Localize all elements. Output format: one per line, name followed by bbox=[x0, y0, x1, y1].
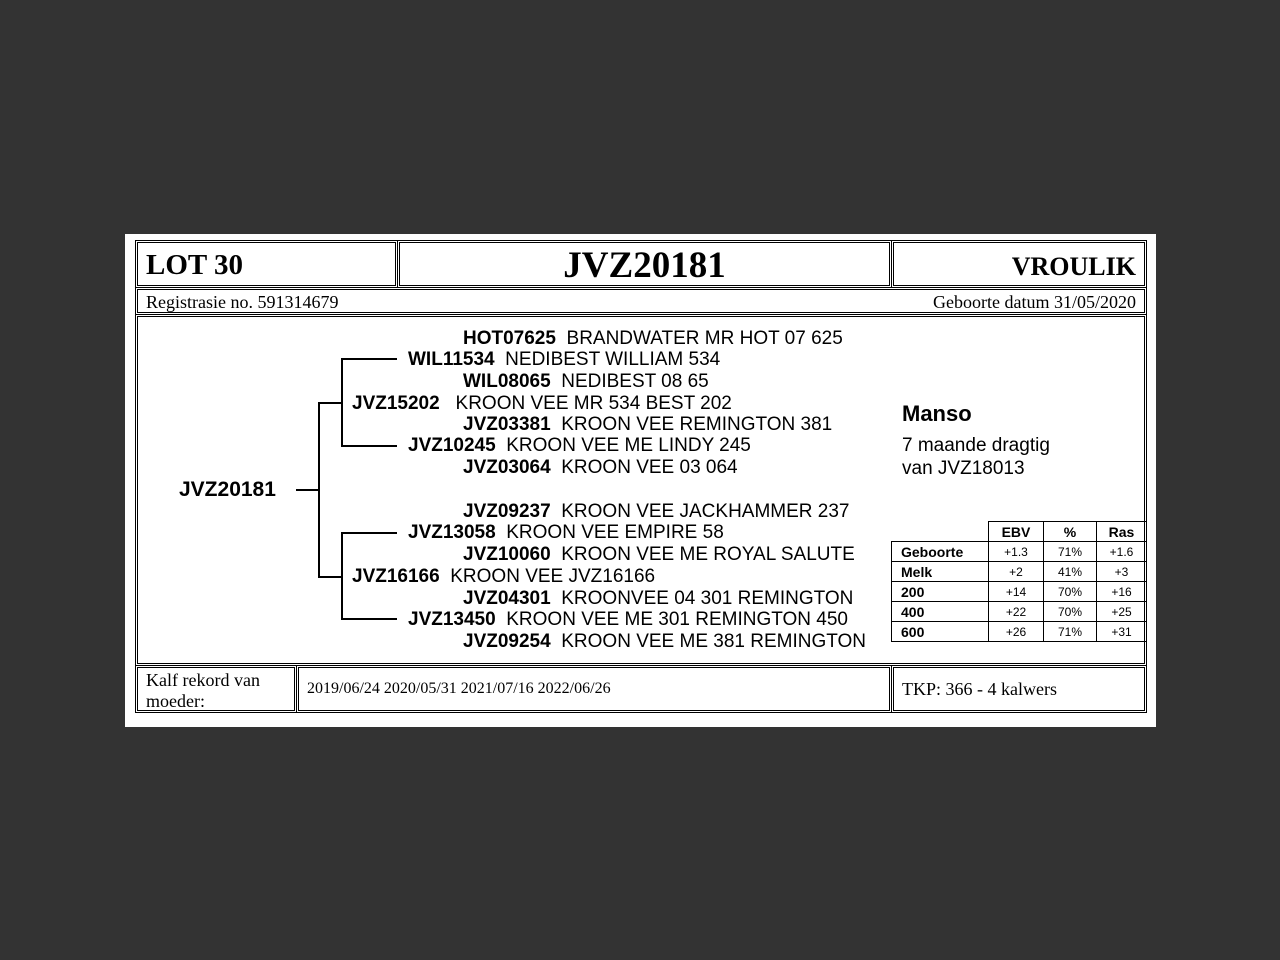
lot-card bbox=[125, 234, 1156, 727]
ebv-row-label: Geboorte bbox=[892, 542, 989, 562]
pedigree-line bbox=[341, 532, 343, 620]
animal-name: Manso bbox=[902, 401, 972, 426]
pedigree-ds: JVZ13058 KROON VEE EMPIRE 58 bbox=[408, 522, 724, 543]
ebv-row bbox=[892, 542, 1147, 562]
pedigree-ss: WIL11534 NEDIBEST WILLIAM 534 bbox=[408, 349, 721, 370]
calf-dates-box bbox=[296, 665, 892, 713]
ebv-accuracy: 71% bbox=[1044, 542, 1097, 562]
ebv-row bbox=[892, 562, 1147, 582]
ebv-row-label: 600 bbox=[892, 622, 989, 642]
ebv-accuracy: 41% bbox=[1044, 562, 1097, 582]
tkp-value: TKP: 366 - 4 kalwers bbox=[902, 679, 1057, 699]
sex-label: VROULIK bbox=[1011, 252, 1136, 281]
calf-record-label: Kalf rekord van moeder: bbox=[146, 670, 260, 711]
pedigree-line bbox=[318, 576, 343, 578]
ebv-header-row bbox=[892, 522, 1147, 542]
pedigree-sss: HOT07625 BRANDWATER MR HOT 07 625 bbox=[463, 328, 843, 349]
animal-id-box bbox=[397, 240, 892, 288]
pedigree-sd: JVZ10245 KROON VEE ME LINDY 245 bbox=[408, 435, 751, 456]
pedigree-line bbox=[341, 445, 397, 447]
pregnancy-sire-note: van JVZ18013 bbox=[902, 458, 1025, 479]
tkp-box bbox=[891, 665, 1147, 713]
ebv-breed-avg: +31 bbox=[1097, 622, 1147, 642]
ebv-breed-avg: +16 bbox=[1097, 582, 1147, 602]
pedigree-sire: JVZ15202 KROON VEE MR 534 BEST 202 bbox=[352, 393, 732, 414]
pregnancy-note: 7 maande dragtig bbox=[902, 435, 1050, 456]
ebv-row-label: Melk bbox=[892, 562, 989, 582]
pedigree-dss: JVZ09237 KROON VEE JACKHAMMER 237 bbox=[463, 501, 850, 522]
pedigree-line bbox=[341, 532, 397, 534]
pedigree-line bbox=[296, 489, 320, 491]
lot-box bbox=[135, 240, 398, 288]
ebv-header-pct: % bbox=[1044, 522, 1097, 542]
pedigree-line bbox=[341, 358, 343, 447]
registration-row bbox=[135, 287, 1147, 315]
lot-number: LOT 30 bbox=[146, 249, 243, 281]
pedigree-dds: JVZ04301 KROONVEE 04 301 REMINGTON bbox=[463, 588, 854, 609]
ebv-row-label: 400 bbox=[892, 602, 989, 622]
pedigree-line bbox=[341, 618, 397, 620]
pedigree-animal: JVZ20181 bbox=[179, 478, 276, 501]
registration-number: Registrasie no. 591314679 bbox=[146, 292, 339, 312]
ebv-value: +1.3 bbox=[989, 542, 1044, 562]
ebv-row bbox=[892, 622, 1147, 642]
pedigree-line bbox=[318, 402, 320, 578]
ebv-accuracy: 70% bbox=[1044, 582, 1097, 602]
pedigree-ssd: WIL08065 NEDIBEST 08 65 bbox=[463, 371, 709, 392]
ebv-row-label: 200 bbox=[892, 582, 989, 602]
ebv-value: +14 bbox=[989, 582, 1044, 602]
ebv-table bbox=[891, 521, 1147, 642]
ebv-breed-avg: +3 bbox=[1097, 562, 1147, 582]
calf-dates: 2019/06/24 2020/05/31 2021/07/16 2022/06/26 bbox=[307, 680, 611, 697]
birth-date: Geboorte datum 31/05/2020 bbox=[933, 292, 1136, 312]
ebv-header-ebv: EBV bbox=[989, 522, 1044, 542]
ebv-value: +22 bbox=[989, 602, 1044, 622]
ebv-value: +26 bbox=[989, 622, 1044, 642]
pedigree-ddd: JVZ09254 KROON VEE ME 381 REMINGTON bbox=[463, 631, 867, 652]
pedigree-dam: JVZ16166 KROON VEE JVZ16166 bbox=[352, 566, 656, 587]
pedigree-line bbox=[318, 402, 343, 404]
sex-box bbox=[891, 240, 1147, 288]
ebv-header-ras: Ras bbox=[1097, 522, 1147, 542]
ebv-accuracy: 71% bbox=[1044, 622, 1097, 642]
pedigree-dsd: JVZ10060 KROON VEE ME ROYAL SALUTE bbox=[463, 544, 855, 565]
ebv-row bbox=[892, 582, 1147, 602]
pedigree-line bbox=[341, 358, 397, 360]
pedigree-dd: JVZ13450 KROON VEE ME 301 REMINGTON 450 bbox=[408, 609, 848, 630]
pedigree-sds: JVZ03381 KROON VEE REMINGTON 381 bbox=[463, 414, 833, 435]
ebv-value: +2 bbox=[989, 562, 1044, 582]
animal-id-title: JVZ20181 bbox=[563, 245, 726, 286]
ebv-row bbox=[892, 602, 1147, 622]
calf-record-label-box bbox=[135, 665, 297, 713]
ebv-breed-avg: +1.6 bbox=[1097, 542, 1147, 562]
ebv-accuracy: 70% bbox=[1044, 602, 1097, 622]
ebv-breed-avg: +25 bbox=[1097, 602, 1147, 622]
pedigree-sdd: JVZ03064 KROON VEE 03 064 bbox=[463, 457, 738, 478]
